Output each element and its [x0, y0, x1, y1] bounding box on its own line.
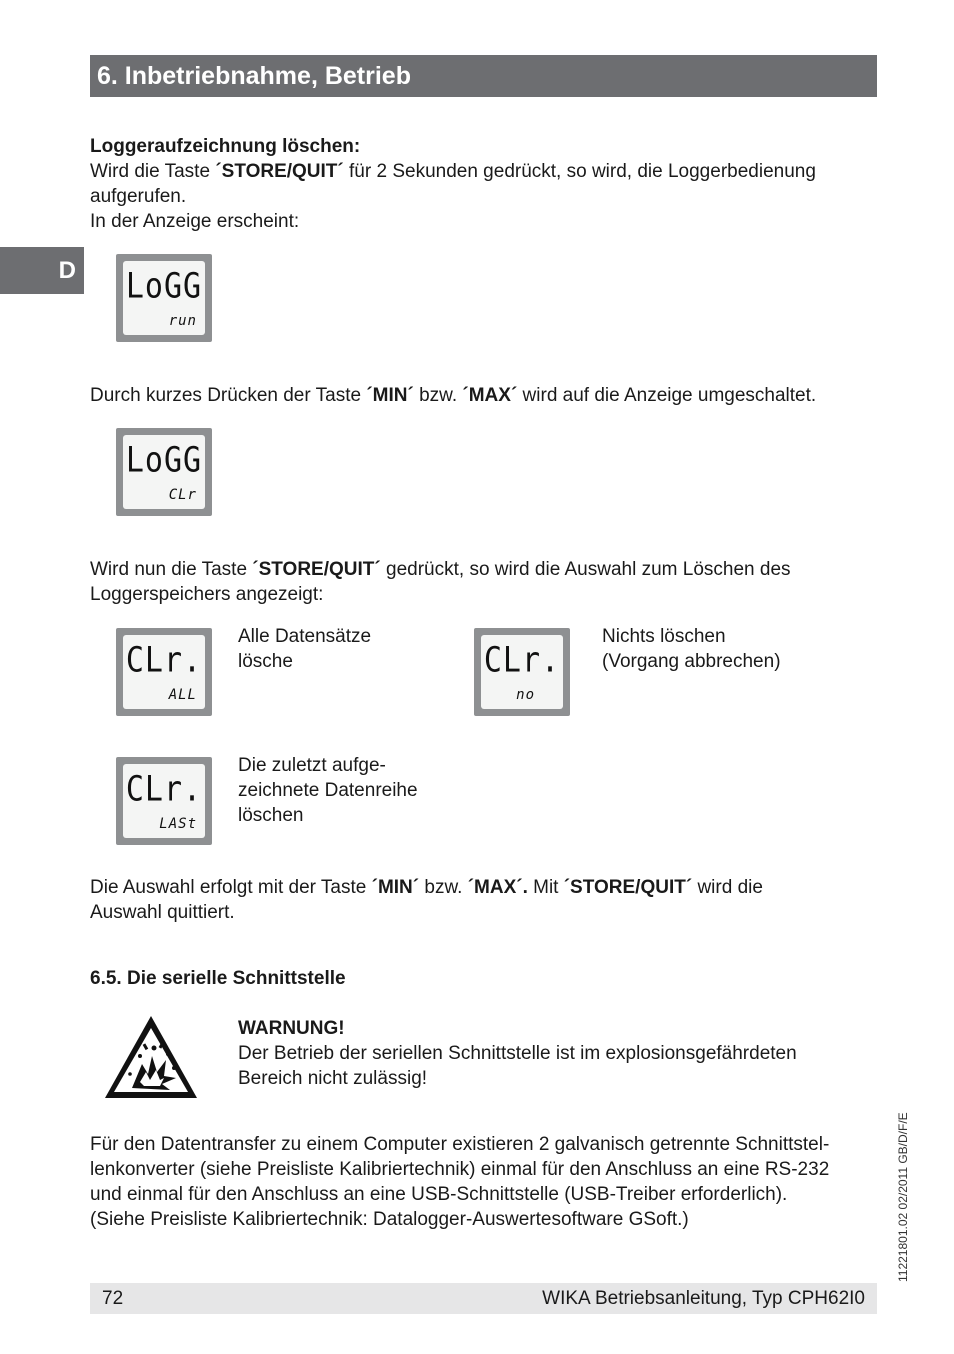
log-paragraph-2 — [90, 383, 890, 408]
text: gedrückt, so wird die Auswahl zum Löschen des — [380, 559, 791, 580]
lcd-display-clr-last — [116, 757, 212, 845]
lcd-screen — [123, 435, 205, 509]
footer — [90, 1283, 877, 1314]
key-label: ´MAX´. — [467, 877, 528, 898]
lcd-main-text: LoGG — [125, 266, 203, 307]
key-label: ´MIN´ — [371, 877, 420, 898]
log-paragraph-4 — [90, 875, 880, 900]
text: Wird die Taste — [90, 161, 216, 182]
text: bzw. — [419, 877, 468, 898]
document-code: 11221801.02 02/2011 GB/D/F/E — [896, 1112, 910, 1282]
serial-paragraph-2: lenkonverter (siehe Preisliste Kalibriertechnik) einmal für den Anschluss an eine RS-232 — [90, 1159, 830, 1180]
lcd-display-logg-clr — [116, 428, 212, 516]
serial-paragraph-1: Für den Datentransfer zu einem Computer existieren 2 galvanisch getrennte Schnittstel- — [90, 1134, 830, 1155]
log-paragraph-1 — [90, 159, 880, 184]
key-label: ´STORE/QUIT´ — [215, 161, 344, 182]
key-label: ´MAX´ — [462, 385, 518, 406]
log-heading: Loggeraufzeichnung löschen: — [90, 136, 361, 157]
serial-paragraph-4: (Siehe Preisliste Kalibriertechnik: Datalogger-Auswertesoftware GSoft.) — [90, 1209, 689, 1230]
lcd-sub-text: no — [516, 687, 535, 703]
page-number: 72 — [102, 1288, 124, 1309]
log-paragraph-1c: In der Anzeige erscheint: — [90, 211, 300, 232]
text: Durch kurzes Drücken der Taste — [90, 385, 367, 406]
log-paragraph-1b: aufgerufen. — [90, 186, 187, 207]
text: Mit — [527, 877, 564, 898]
lcd-screen — [123, 261, 205, 335]
lcd-sub-text: LASt — [159, 816, 197, 832]
text: Alle Datensätze — [238, 626, 372, 647]
language-tab: D — [0, 247, 84, 294]
text: Die zuletzt aufge- — [238, 755, 386, 776]
lcd-main-text: CLr. — [125, 769, 203, 810]
warning-text-2: Bereich nicht zulässig! — [238, 1068, 428, 1089]
option-all-label — [238, 624, 371, 674]
text: Wird nun die Taste — [90, 559, 253, 580]
text: (Vorgang abbrechen) — [602, 651, 781, 672]
warning-text-1: Der Betrieb der seriellen Schnittstelle ist im explosionsgefährdeten — [238, 1043, 797, 1064]
serial-heading: 6.5. Die serielle Schnittstelle — [90, 968, 346, 989]
lcd-sub-text: CLr — [168, 487, 197, 503]
footer-title: WIKA Betriebsanleitung, Typ CPH62I0 — [542, 1288, 865, 1309]
key-label: ´STORE/QUIT´ — [563, 877, 693, 898]
lcd-screen — [123, 764, 205, 838]
lcd-display-clr-no — [474, 628, 570, 716]
text: Nichts löschen — [602, 626, 726, 647]
lcd-screen — [123, 635, 205, 709]
text: für 2 Sekunden gedrückt, so wird, die Loggerbedienung — [343, 161, 816, 182]
text: bzw. — [413, 385, 463, 406]
text: zeichnete Datenreihe — [238, 780, 418, 801]
lcd-display-logg-run — [116, 254, 212, 342]
log-paragraph-3b: Loggerspeichers angezeigt: — [90, 584, 324, 605]
text: wird die — [692, 877, 763, 898]
warning-title: WARNUNG! — [238, 1018, 345, 1039]
page-title: 6. Inbetriebnahme, Betrieb — [90, 55, 877, 97]
key-label: ´MIN´ — [366, 385, 414, 406]
text: Die Auswahl erfolgt mit der Taste — [90, 877, 372, 898]
log-paragraph-4b: Auswahl quittiert. — [90, 902, 235, 923]
lcd-display-clr-all — [116, 628, 212, 716]
lcd-main-text: CLr. — [483, 640, 561, 681]
text: löschen — [238, 805, 304, 826]
lcd-sub-text: ALL — [168, 687, 197, 703]
serial-paragraph-3: und einmal für den Anschluss an eine USB-Schnittstelle (USB-Treiber erforderlich). — [90, 1184, 788, 1205]
option-no-label — [602, 624, 781, 674]
lcd-main-text: LoGG — [125, 440, 203, 481]
option-last-label — [238, 753, 418, 828]
text: wird auf die Anzeige umgeschaltet. — [517, 385, 817, 406]
lcd-screen — [481, 635, 563, 709]
explosion-warning-icon — [102, 1012, 200, 1102]
text: lösche — [238, 651, 293, 672]
log-paragraph-3 — [90, 557, 880, 582]
lcd-main-text: CLr. — [125, 640, 203, 681]
key-label: ´STORE/QUIT´ — [252, 559, 381, 580]
lcd-sub-text: run — [168, 313, 197, 329]
